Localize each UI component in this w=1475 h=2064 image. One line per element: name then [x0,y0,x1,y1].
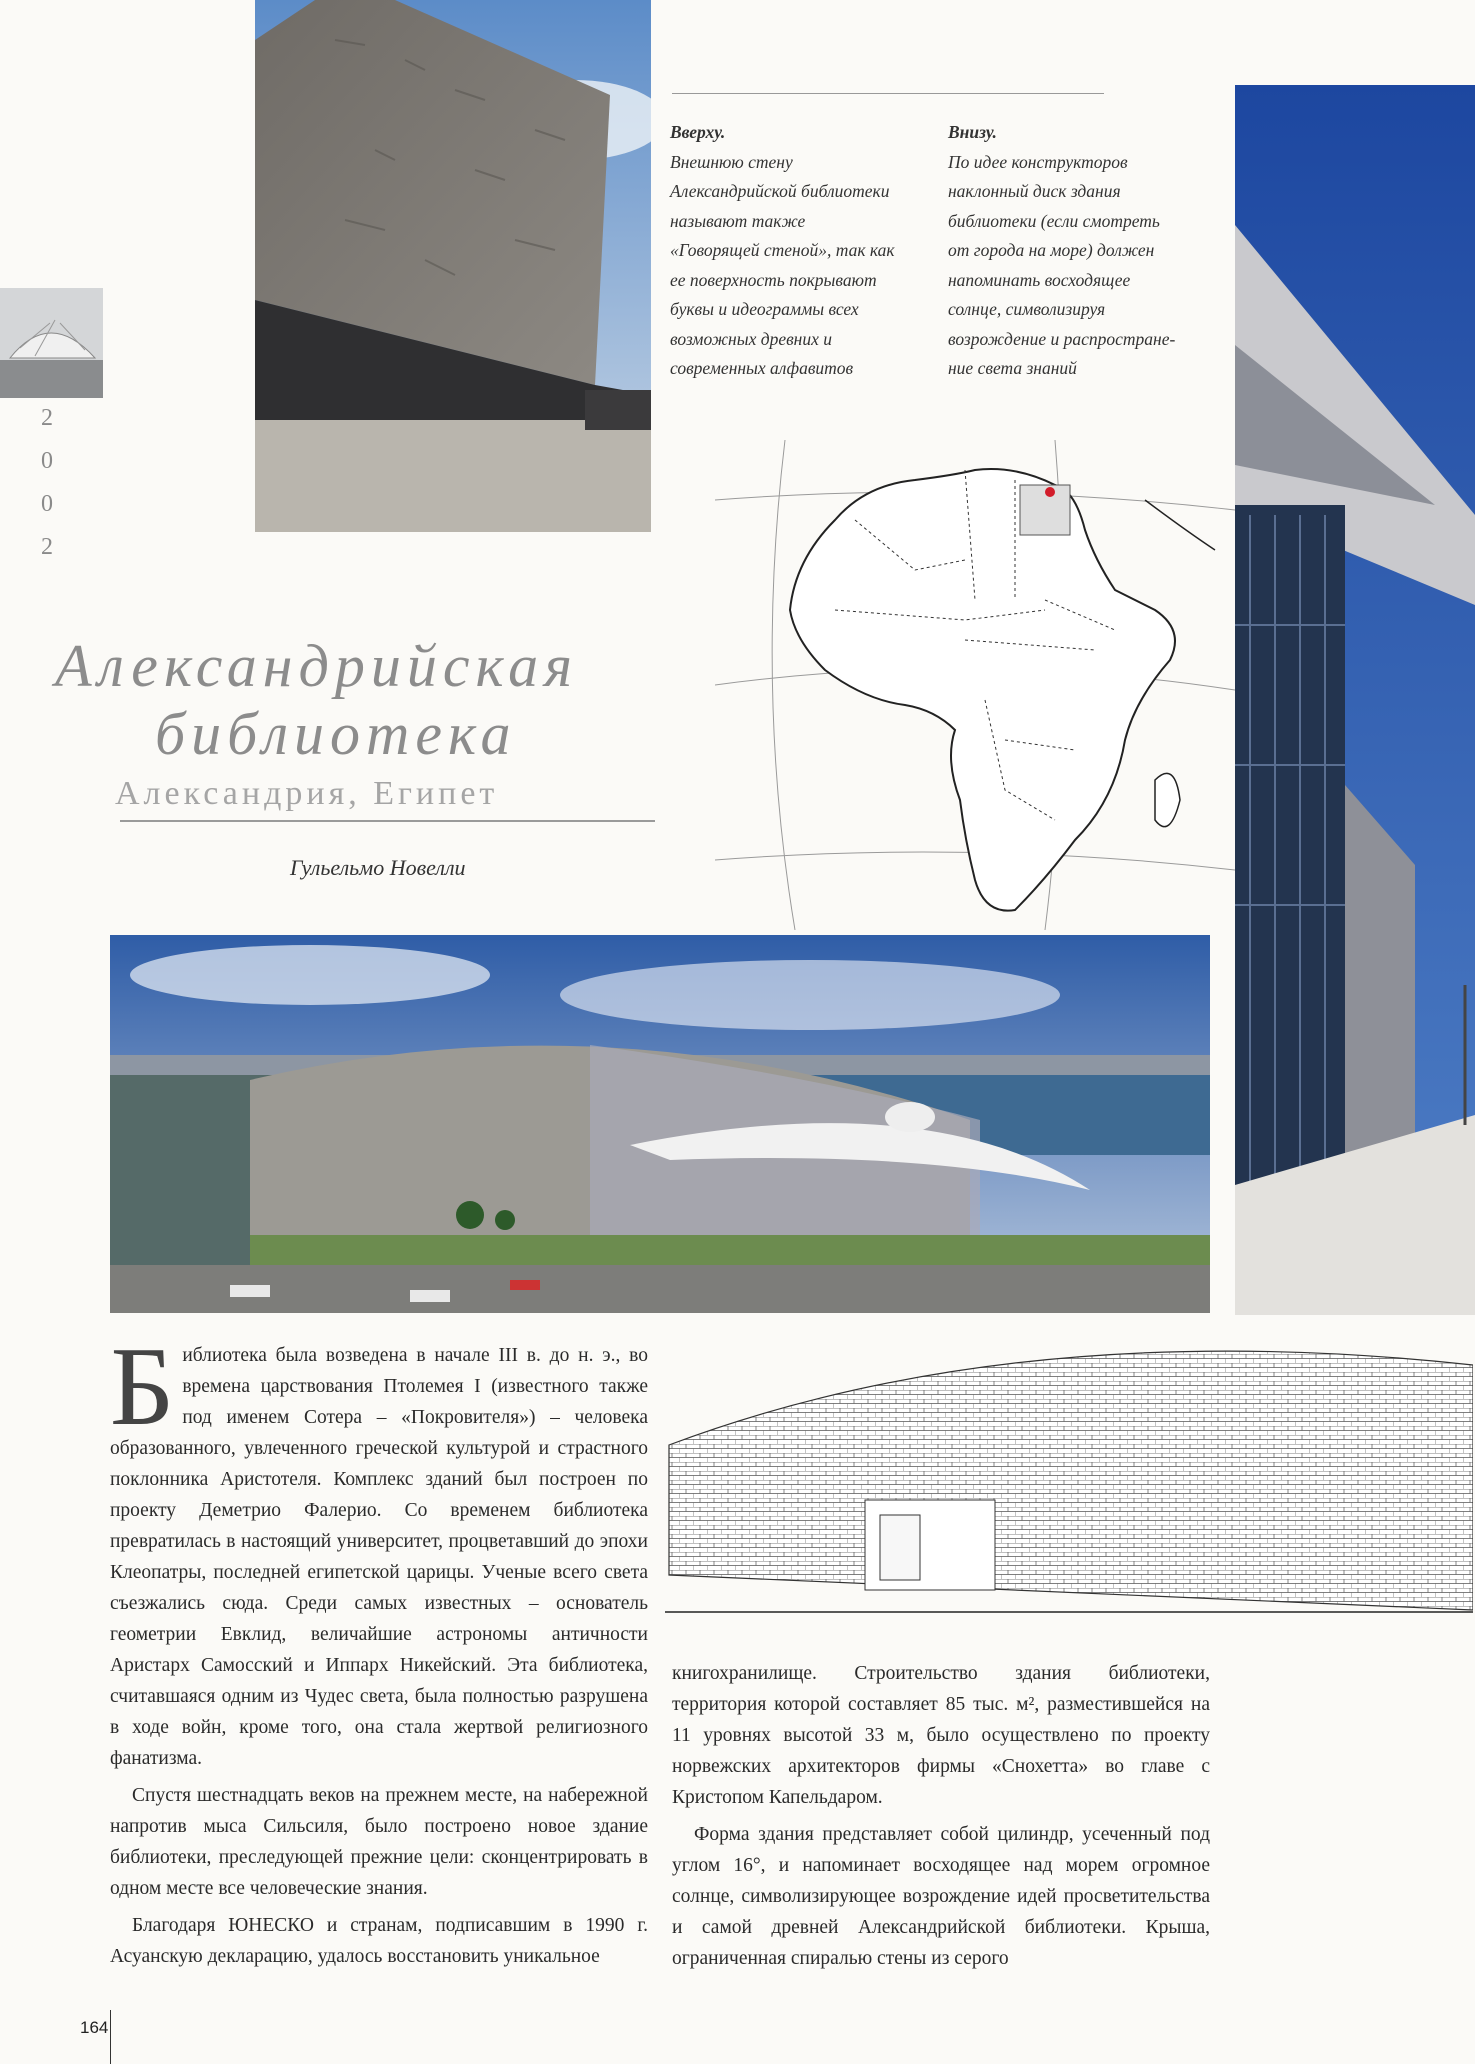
caption-line: По идее конструкторов [948,151,1128,172]
caption-bottom [948,118,1208,384]
body-column-1 [110,1325,648,1972]
body-paragraph: Спустя шестнадцать веков на прежнем месте, на набережной напротив мыса Сильсиля, было построено новое здание библиотеки, преследующей прежние цели: сконцентрировать в одном месте все человеческие знания. [110,1785,648,1899]
caption-line: солнце, символизируя [948,299,1106,319]
caption-rule [672,93,1104,94]
caption-line: называют также [670,210,806,231]
body-paragraph: Форма здания представляет собой цилиндр, усеченный под углом 16°, и напоминает восходящее над морем огромное солнце, символизирующее возрождение идей просветительства и самой древней Александрийской библиотеки. Крыша, ограниченная спиралью стены из серого [672,1824,1210,1969]
thumbnail-dome [0,288,103,398]
caption-line: возрождение и распростране- [948,328,1176,349]
caption-line: Внешнюю стену [670,151,793,172]
year-digit: 2 [41,405,53,431]
photo-panorama [110,935,1210,1313]
body-paragraph: Благодаря ЮНЕСКО и странам, подписавшим в 1990 г. Асуанскую декларацию, удалось восстановить уникальное [110,1915,648,1967]
caption-top [670,118,930,384]
article-title-line2: библиотека [155,701,517,767]
paragraph-text: иблиотека была возведена в начале III в. до н. э., во времена царствования Птолемея I (известного также под именем Сотера – «Покровителя») – человека образованного, увлеченного греческой культурой и страстного поклонника Аристотеля. Комплекс зданий был построен по проекту Деметрио Фалерио. Со временем библиотека превратилась в настоящий университет, процветавший до эпохи Клеопатры, последней египетской царицы. Ученые всего света съезжались сюда. Среди самых известных – основатель геометрии Евклид, величайшие астрономы античности Аристарх Самосский и Иппарх Никейский. Эта библиотека, считавшаяся одним из Чудес света, была полностью разрушена в ходе войн, кроме того, она стала жертвой религиозного фанатизма. [110,1345,648,1769]
caption-line: возможных древних и [670,328,833,349]
article-location: Александрия, Египет [115,775,499,812]
elevation-drawing [665,1345,1473,1615]
caption-bottom-heading: Внизу. [948,122,997,142]
caption-line: буквы и идеограммы всех [670,299,859,319]
caption-line: от города на море) должен [948,240,1155,260]
caption-top-heading: Вверху. [670,122,726,142]
caption-line: напоминать восходящее [948,269,1131,290]
body-paragraph: книгохранилище. Строительство здания библиотеки, территория которой составляет 85 тыс. м², разместившейся на 11 уровнях высотой 33 м, было осуществлено по проекту норвежских архитекторов фирмы «Снохетта» во главе с Кристопом Капельдаром. [672,1663,1210,1808]
dropcap: Б [110,1325,175,1449]
africa-map [715,440,1235,930]
caption-line: современных алфавитов [670,358,854,378]
title-rule [120,820,655,822]
caption-line: «Говорящей стеной», так как [670,240,895,260]
photo-library-facade [1235,85,1475,1315]
year-digit: 0 [41,491,53,517]
caption-line: ние света знаний [948,358,1077,378]
article-author: Гульельмо Новелли [290,855,466,880]
caption-line: ее поверхность покрывают [670,269,877,290]
year-digit: 2 [41,534,53,560]
body-paragraph [110,1325,648,1774]
page-number: 164 [80,2018,109,2037]
article-title-line1: Александрийская [55,633,579,699]
body-column-2 [672,1658,1210,1974]
year-digit: 0 [41,448,53,474]
page-number-rule [110,2010,111,2064]
photo-talking-wall [255,0,651,532]
caption-line: библиотеки (если смотреть [948,210,1160,231]
caption-line: Александрийской библиотеки [670,181,890,201]
caption-line: наклонный диск здания [948,181,1121,201]
